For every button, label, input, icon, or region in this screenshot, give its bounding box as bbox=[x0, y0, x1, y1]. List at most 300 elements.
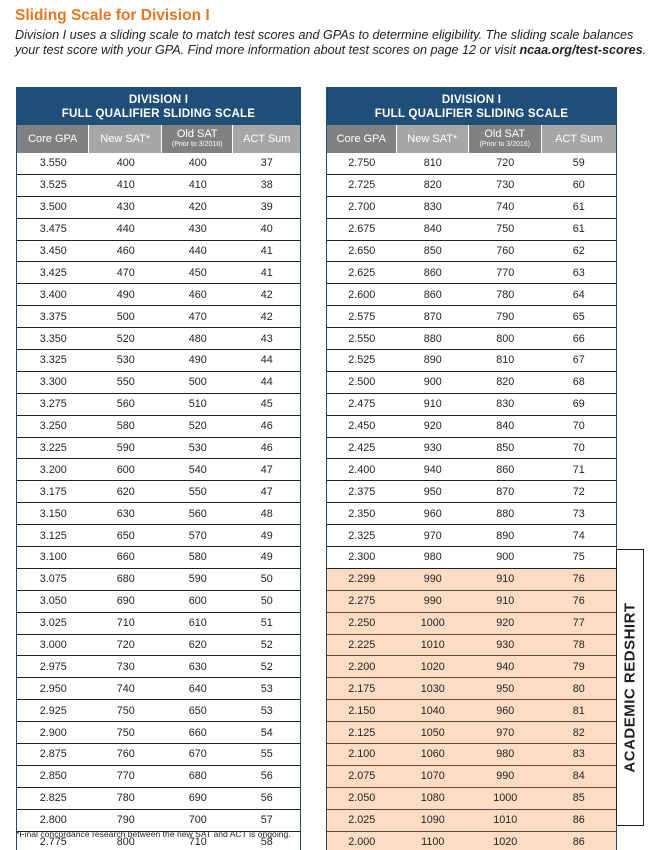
table-row bbox=[17, 438, 300, 460]
cell-old-sat: 690 bbox=[188, 792, 207, 805]
cell-core-gpa: 2.525 bbox=[348, 354, 376, 367]
col-old-sat-label: Old SAT bbox=[484, 128, 526, 140]
cell-old-sat: 830 bbox=[496, 398, 515, 411]
cell-act-sum: 61 bbox=[572, 223, 585, 236]
cell-act-sum: 56 bbox=[260, 792, 273, 805]
cell-old-sat: 750 bbox=[496, 223, 515, 236]
cell-new-sat: 400 bbox=[116, 157, 135, 170]
cell-act-sum: 74 bbox=[572, 529, 585, 542]
cell-new-sat: 760 bbox=[116, 748, 135, 761]
cell-core-gpa: 3.400 bbox=[39, 288, 67, 301]
cell-act-sum: 46 bbox=[260, 420, 273, 433]
col-core-gpa bbox=[327, 125, 397, 153]
cell-act-sum: 47 bbox=[260, 463, 273, 476]
cell-core-gpa: 2.775 bbox=[39, 836, 67, 849]
table-row bbox=[17, 328, 300, 350]
table-row bbox=[17, 525, 300, 547]
table-row bbox=[327, 459, 616, 481]
cell-new-sat: 740 bbox=[116, 682, 135, 695]
cell-core-gpa: 2.325 bbox=[348, 529, 376, 542]
cell-core-gpa: 2.250 bbox=[348, 617, 376, 630]
cell-core-gpa: 2.875 bbox=[39, 748, 67, 761]
table-row bbox=[17, 262, 300, 284]
cell-old-sat: 550 bbox=[188, 485, 207, 498]
cell-new-sat: 990 bbox=[423, 595, 442, 608]
cell-act-sum: 41 bbox=[260, 266, 273, 279]
cell-old-sat: 520 bbox=[188, 420, 207, 433]
col-act-sum bbox=[233, 125, 300, 153]
cell-act-sum: 50 bbox=[260, 595, 273, 608]
table-row bbox=[17, 219, 300, 241]
cell-old-sat: 510 bbox=[188, 398, 207, 411]
cell-new-sat: 860 bbox=[423, 266, 442, 279]
table-row bbox=[17, 766, 300, 788]
table-row bbox=[17, 788, 300, 810]
cell-core-gpa: 3.350 bbox=[39, 332, 67, 345]
table-row bbox=[17, 175, 300, 197]
cell-old-sat: 800 bbox=[496, 332, 515, 345]
cell-old-sat: 580 bbox=[188, 551, 207, 564]
cell-new-sat: 800 bbox=[116, 836, 135, 849]
cell-act-sum: 76 bbox=[572, 573, 585, 586]
table-row bbox=[17, 569, 300, 591]
cell-act-sum: 60 bbox=[572, 179, 585, 192]
cell-new-sat: 910 bbox=[423, 398, 442, 411]
cell-act-sum: 52 bbox=[260, 639, 273, 652]
cell-act-sum: 76 bbox=[572, 595, 585, 608]
footnote: *Final concordance research between the new SAT and ACT is ongoing. bbox=[16, 829, 291, 839]
table-title bbox=[327, 88, 616, 125]
cell-core-gpa: 2.600 bbox=[348, 288, 376, 301]
cell-act-sum: 83 bbox=[572, 748, 585, 761]
cell-new-sat: 1030 bbox=[420, 682, 445, 695]
cell-core-gpa: 3.250 bbox=[39, 420, 67, 433]
cell-core-gpa: 2.150 bbox=[348, 704, 376, 717]
cell-core-gpa: 3.000 bbox=[39, 639, 67, 652]
cell-act-sum: 37 bbox=[260, 157, 273, 170]
academic-redshirt-label bbox=[616, 549, 644, 826]
cell-core-gpa: 2.825 bbox=[39, 792, 67, 805]
cell-act-sum: 51 bbox=[260, 617, 273, 630]
table-row bbox=[17, 481, 300, 503]
cell-act-sum: 81 bbox=[572, 704, 585, 717]
cell-new-sat: 750 bbox=[116, 726, 135, 739]
cell-old-sat: 820 bbox=[496, 376, 515, 389]
cell-core-gpa: 2.100 bbox=[348, 748, 376, 761]
cell-new-sat: 600 bbox=[116, 463, 135, 476]
table-row bbox=[327, 394, 616, 416]
cell-new-sat: 660 bbox=[116, 551, 135, 564]
col-old-sat-sublabel: (Prior to 3/2016) bbox=[171, 141, 223, 148]
cell-act-sum: 40 bbox=[260, 223, 273, 236]
cell-old-sat: 460 bbox=[188, 288, 207, 301]
cell-old-sat: 440 bbox=[188, 245, 207, 257]
cell-act-sum: 53 bbox=[260, 704, 273, 717]
cell-core-gpa: 2.125 bbox=[348, 726, 376, 739]
cell-new-sat: 870 bbox=[423, 310, 442, 323]
col-old-sat bbox=[469, 125, 542, 153]
cell-old-sat: 540 bbox=[188, 463, 207, 476]
cell-core-gpa: 2.675 bbox=[348, 223, 376, 236]
col-act-sum-label: ACT Sum bbox=[242, 132, 291, 145]
cell-core-gpa: 3.225 bbox=[39, 442, 67, 455]
cell-core-gpa: 2.500 bbox=[348, 376, 376, 389]
cell-old-sat: 840 bbox=[496, 420, 515, 433]
cell-act-sum: 41 bbox=[260, 245, 273, 257]
table-row bbox=[17, 547, 300, 569]
cell-act-sum: 59 bbox=[572, 157, 585, 170]
table-row bbox=[17, 416, 300, 438]
table-title-line2: FULL QUALIFIER SLIDING SCALE bbox=[61, 107, 256, 120]
cell-old-sat: 600 bbox=[188, 595, 207, 608]
cell-new-sat: 940 bbox=[423, 463, 442, 476]
cell-new-sat: 1020 bbox=[420, 660, 445, 673]
cell-new-sat: 1050 bbox=[420, 726, 445, 739]
intro-text: Division I uses a sliding scale to match test scores and GPAs to determine eligibility. The sliding scale balances your test score with your GPA. Find more information about test scores on page 12 or visit bbox=[15, 28, 634, 57]
cell-old-sat: 610 bbox=[188, 617, 207, 630]
col-old-sat-sublabel: (Prior to 3/2016) bbox=[479, 141, 531, 148]
cell-core-gpa: 2.225 bbox=[348, 639, 376, 652]
cell-act-sum: 38 bbox=[260, 179, 273, 192]
cell-core-gpa: 3.500 bbox=[39, 201, 67, 214]
col-old-sat-label: Old SAT bbox=[176, 128, 218, 140]
table-row bbox=[327, 197, 616, 219]
col-core-gpa-label: Core GPA bbox=[336, 132, 386, 145]
col-act-sum-label: ACT Sum bbox=[555, 132, 603, 145]
cell-act-sum: 46 bbox=[260, 442, 273, 455]
cell-act-sum: 86 bbox=[572, 836, 585, 849]
cell-new-sat: 820 bbox=[423, 179, 442, 192]
cell-core-gpa: 3.275 bbox=[39, 398, 67, 411]
cell-old-sat: 420 bbox=[188, 201, 207, 214]
cell-core-gpa: 2.575 bbox=[348, 310, 376, 323]
table-row bbox=[17, 372, 300, 394]
table-row bbox=[17, 744, 300, 766]
cell-new-sat: 440 bbox=[116, 223, 135, 236]
cell-new-sat: 470 bbox=[116, 266, 135, 279]
redshirt-row bbox=[327, 656, 616, 678]
redshirt-row bbox=[327, 591, 616, 613]
cell-act-sum: 80 bbox=[572, 682, 585, 695]
table-row bbox=[327, 350, 616, 372]
cell-new-sat: 410 bbox=[116, 179, 135, 192]
redshirt-row bbox=[327, 569, 616, 591]
cell-core-gpa: 3.300 bbox=[39, 376, 67, 389]
column-headers bbox=[17, 125, 300, 153]
cell-new-sat: 710 bbox=[116, 617, 135, 630]
cell-old-sat: 900 bbox=[496, 551, 515, 564]
cell-core-gpa: 3.450 bbox=[39, 245, 67, 257]
cell-new-sat: 900 bbox=[423, 376, 442, 389]
cell-core-gpa: 2.350 bbox=[348, 507, 376, 520]
cell-new-sat: 560 bbox=[116, 398, 135, 411]
table-row bbox=[17, 394, 300, 416]
cell-old-sat: 760 bbox=[496, 245, 515, 257]
cell-old-sat: 650 bbox=[188, 704, 207, 717]
cell-old-sat: 400 bbox=[188, 157, 207, 170]
cell-new-sat: 460 bbox=[116, 245, 135, 257]
cell-act-sum: 73 bbox=[572, 507, 585, 520]
cell-old-sat: 660 bbox=[188, 726, 207, 739]
cell-act-sum: 43 bbox=[260, 332, 273, 345]
cell-old-sat: 730 bbox=[496, 179, 515, 192]
cell-old-sat: 930 bbox=[496, 639, 515, 652]
cell-core-gpa: 3.150 bbox=[39, 507, 67, 520]
cell-act-sum: 48 bbox=[260, 507, 273, 520]
cell-old-sat: 570 bbox=[188, 529, 207, 542]
table-title bbox=[17, 88, 300, 125]
table-row bbox=[17, 635, 300, 657]
cell-old-sat: 560 bbox=[188, 507, 207, 520]
cell-old-sat: 990 bbox=[496, 770, 515, 783]
cell-core-gpa: 2.900 bbox=[39, 726, 67, 739]
cell-old-sat: 640 bbox=[188, 682, 207, 695]
cell-new-sat: 1080 bbox=[420, 792, 445, 805]
table-row bbox=[17, 459, 300, 481]
table-row bbox=[17, 241, 300, 263]
cell-new-sat: 500 bbox=[116, 310, 135, 323]
cell-core-gpa: 3.025 bbox=[39, 617, 67, 630]
cell-old-sat: 850 bbox=[496, 442, 515, 455]
cell-old-sat: 780 bbox=[496, 288, 515, 301]
cell-core-gpa: 2.299 bbox=[348, 573, 376, 586]
cell-old-sat: 480 bbox=[188, 332, 207, 345]
redshirt-row bbox=[327, 810, 616, 832]
cell-new-sat: 920 bbox=[423, 420, 442, 433]
table-row bbox=[17, 722, 300, 744]
cell-core-gpa: 2.725 bbox=[348, 179, 376, 192]
cell-act-sum: 85 bbox=[572, 792, 585, 805]
cell-new-sat: 530 bbox=[116, 354, 135, 367]
cell-new-sat: 1070 bbox=[420, 770, 445, 783]
cell-old-sat: 890 bbox=[496, 529, 515, 542]
redshirt-row bbox=[327, 678, 616, 700]
cell-new-sat: 1060 bbox=[420, 748, 445, 761]
cell-act-sum: 78 bbox=[572, 639, 585, 652]
cell-old-sat: 680 bbox=[188, 770, 207, 783]
cell-act-sum: 55 bbox=[260, 748, 273, 761]
cell-core-gpa: 2.925 bbox=[39, 704, 67, 717]
table-row bbox=[327, 153, 616, 175]
table-row bbox=[327, 416, 616, 438]
cell-new-sat: 780 bbox=[116, 792, 135, 805]
cell-core-gpa: 2.075 bbox=[348, 770, 376, 783]
cell-core-gpa: 2.175 bbox=[348, 682, 376, 695]
cell-core-gpa: 3.475 bbox=[39, 223, 67, 236]
cell-core-gpa: 2.950 bbox=[39, 682, 67, 695]
cell-old-sat: 960 bbox=[496, 704, 515, 717]
cell-new-sat: 690 bbox=[116, 595, 135, 608]
test-scores-link[interactable]: ncaa.org/test-scores bbox=[519, 43, 643, 57]
cell-core-gpa: 2.275 bbox=[348, 595, 376, 608]
cell-old-sat: 700 bbox=[188, 814, 207, 827]
cell-core-gpa: 2.475 bbox=[348, 398, 376, 411]
cell-new-sat: 880 bbox=[423, 332, 442, 345]
cell-act-sum: 69 bbox=[572, 398, 585, 411]
cell-core-gpa: 3.525 bbox=[39, 179, 67, 192]
cell-new-sat: 720 bbox=[116, 639, 135, 652]
table-body-left bbox=[17, 153, 300, 850]
table-row bbox=[17, 656, 300, 678]
cell-old-sat: 870 bbox=[496, 485, 515, 498]
cell-old-sat: 910 bbox=[496, 595, 515, 608]
table-title-line1: DIVISION I bbox=[441, 93, 502, 106]
cell-old-sat: 620 bbox=[188, 639, 207, 652]
col-core-gpa-label: Core GPA bbox=[28, 132, 78, 145]
col-new-sat bbox=[89, 125, 161, 153]
sliding-scale-table-right bbox=[326, 87, 617, 850]
cell-new-sat: 950 bbox=[423, 485, 442, 498]
cell-old-sat: 490 bbox=[188, 354, 207, 367]
cell-core-gpa: 3.375 bbox=[39, 310, 67, 323]
cell-core-gpa: 2.750 bbox=[348, 157, 376, 170]
cell-act-sum: 42 bbox=[260, 288, 273, 301]
cell-new-sat: 550 bbox=[116, 376, 135, 389]
cell-new-sat: 810 bbox=[423, 157, 442, 170]
cell-old-sat: 910 bbox=[496, 573, 515, 586]
cell-new-sat: 860 bbox=[423, 288, 442, 301]
col-old-sat bbox=[162, 125, 234, 153]
redshirt-row bbox=[327, 722, 616, 744]
cell-core-gpa: 2.975 bbox=[39, 660, 67, 673]
table-row bbox=[327, 306, 616, 328]
table-body-right bbox=[327, 153, 616, 850]
cell-act-sum: 66 bbox=[572, 332, 585, 345]
cell-act-sum: 52 bbox=[260, 660, 273, 673]
cell-core-gpa: 2.800 bbox=[39, 814, 67, 827]
cell-new-sat: 1040 bbox=[420, 704, 445, 717]
cell-act-sum: 45 bbox=[260, 398, 273, 411]
cell-old-sat: 500 bbox=[188, 376, 207, 389]
table-row bbox=[327, 262, 616, 284]
cell-new-sat: 930 bbox=[423, 442, 442, 455]
cell-core-gpa: 3.550 bbox=[39, 157, 67, 170]
cell-core-gpa: 2.450 bbox=[348, 420, 376, 433]
redshirt-row bbox=[327, 700, 616, 722]
cell-new-sat: 750 bbox=[116, 704, 135, 717]
cell-act-sum: 79 bbox=[572, 660, 585, 673]
cell-old-sat: 740 bbox=[496, 201, 515, 214]
cell-new-sat: 580 bbox=[116, 420, 135, 433]
cell-new-sat: 960 bbox=[423, 507, 442, 520]
cell-act-sum: 44 bbox=[260, 376, 273, 389]
cell-old-sat: 940 bbox=[496, 660, 515, 673]
cell-old-sat: 670 bbox=[188, 748, 207, 761]
cell-act-sum: 64 bbox=[572, 288, 585, 301]
redshirt-row bbox=[327, 832, 616, 850]
table-row bbox=[17, 700, 300, 722]
table-row bbox=[327, 328, 616, 350]
col-new-sat-label: New SAT* bbox=[100, 132, 151, 145]
cell-old-sat: 950 bbox=[496, 682, 515, 695]
cell-core-gpa: 2.050 bbox=[348, 792, 376, 805]
cell-new-sat: 1010 bbox=[420, 639, 445, 652]
cell-old-sat: 450 bbox=[188, 266, 207, 279]
table-row bbox=[327, 284, 616, 306]
cell-new-sat: 990 bbox=[423, 573, 442, 586]
table-title-line2: FULL QUALIFIER SLIDING SCALE bbox=[374, 107, 569, 120]
cell-old-sat: 970 bbox=[496, 726, 515, 739]
cell-act-sum: 71 bbox=[572, 463, 585, 476]
cell-act-sum: 49 bbox=[260, 529, 273, 542]
cell-act-sum: 77 bbox=[572, 617, 585, 630]
col-new-sat bbox=[397, 125, 470, 153]
table-row bbox=[17, 503, 300, 525]
cell-new-sat: 630 bbox=[116, 507, 135, 520]
cell-new-sat: 1000 bbox=[420, 617, 445, 630]
table-row bbox=[17, 197, 300, 219]
cell-core-gpa: 3.200 bbox=[39, 463, 67, 476]
table-row bbox=[17, 306, 300, 328]
redshirt-row bbox=[327, 766, 616, 788]
intro-paragraph bbox=[15, 28, 647, 58]
cell-new-sat: 980 bbox=[423, 551, 442, 564]
cell-old-sat: 860 bbox=[496, 463, 515, 476]
table-row bbox=[17, 613, 300, 635]
cell-old-sat: 1000 bbox=[493, 792, 518, 805]
cell-old-sat: 1020 bbox=[493, 836, 518, 849]
cell-act-sum: 62 bbox=[572, 245, 585, 257]
cell-new-sat: 840 bbox=[423, 223, 442, 236]
cell-old-sat: 770 bbox=[496, 266, 515, 279]
cell-act-sum: 86 bbox=[572, 814, 585, 827]
cell-new-sat: 1090 bbox=[420, 814, 445, 827]
cell-new-sat: 1100 bbox=[421, 836, 445, 849]
table-row bbox=[17, 678, 300, 700]
cell-act-sum: 54 bbox=[260, 726, 273, 739]
cell-act-sum: 53 bbox=[260, 682, 273, 695]
cell-core-gpa: 2.400 bbox=[348, 463, 376, 476]
cell-old-sat: 1010 bbox=[493, 814, 518, 827]
table-row bbox=[327, 503, 616, 525]
table-row bbox=[327, 175, 616, 197]
cell-new-sat: 430 bbox=[116, 201, 135, 214]
cell-old-sat: 590 bbox=[188, 573, 207, 586]
col-core-gpa bbox=[17, 125, 89, 153]
cell-new-sat: 490 bbox=[116, 288, 135, 301]
cell-new-sat: 730 bbox=[116, 660, 135, 673]
table-row bbox=[327, 219, 616, 241]
cell-act-sum: 68 bbox=[572, 376, 585, 389]
cell-core-gpa: 2.625 bbox=[348, 266, 376, 279]
cell-act-sum: 75 bbox=[572, 551, 585, 564]
cell-new-sat: 620 bbox=[116, 485, 135, 498]
cell-core-gpa: 2.375 bbox=[348, 485, 376, 498]
cell-core-gpa: 2.425 bbox=[348, 442, 376, 455]
cell-core-gpa: 2.000 bbox=[348, 836, 376, 849]
cell-old-sat: 920 bbox=[496, 617, 515, 630]
cell-act-sum: 70 bbox=[572, 442, 585, 455]
page-title: Sliding Scale for Division I bbox=[15, 7, 210, 24]
cell-act-sum: 72 bbox=[572, 485, 585, 498]
cell-act-sum: 50 bbox=[260, 573, 273, 586]
cell-old-sat: 430 bbox=[188, 223, 207, 236]
cell-new-sat: 970 bbox=[423, 529, 442, 542]
table-row bbox=[17, 153, 300, 175]
cell-old-sat: 630 bbox=[188, 660, 207, 673]
cell-new-sat: 680 bbox=[116, 573, 135, 586]
cell-act-sum: 82 bbox=[572, 726, 585, 739]
col-new-sat-label: New SAT* bbox=[407, 132, 458, 145]
redshirt-row bbox=[327, 788, 616, 810]
cell-core-gpa: 2.700 bbox=[348, 201, 376, 214]
cell-act-sum: 70 bbox=[572, 420, 585, 433]
cell-new-sat: 830 bbox=[423, 201, 442, 214]
cell-act-sum: 63 bbox=[572, 266, 585, 279]
cell-act-sum: 39 bbox=[260, 201, 273, 214]
cell-act-sum: 61 bbox=[572, 201, 585, 214]
redshirt-row bbox=[327, 744, 616, 766]
